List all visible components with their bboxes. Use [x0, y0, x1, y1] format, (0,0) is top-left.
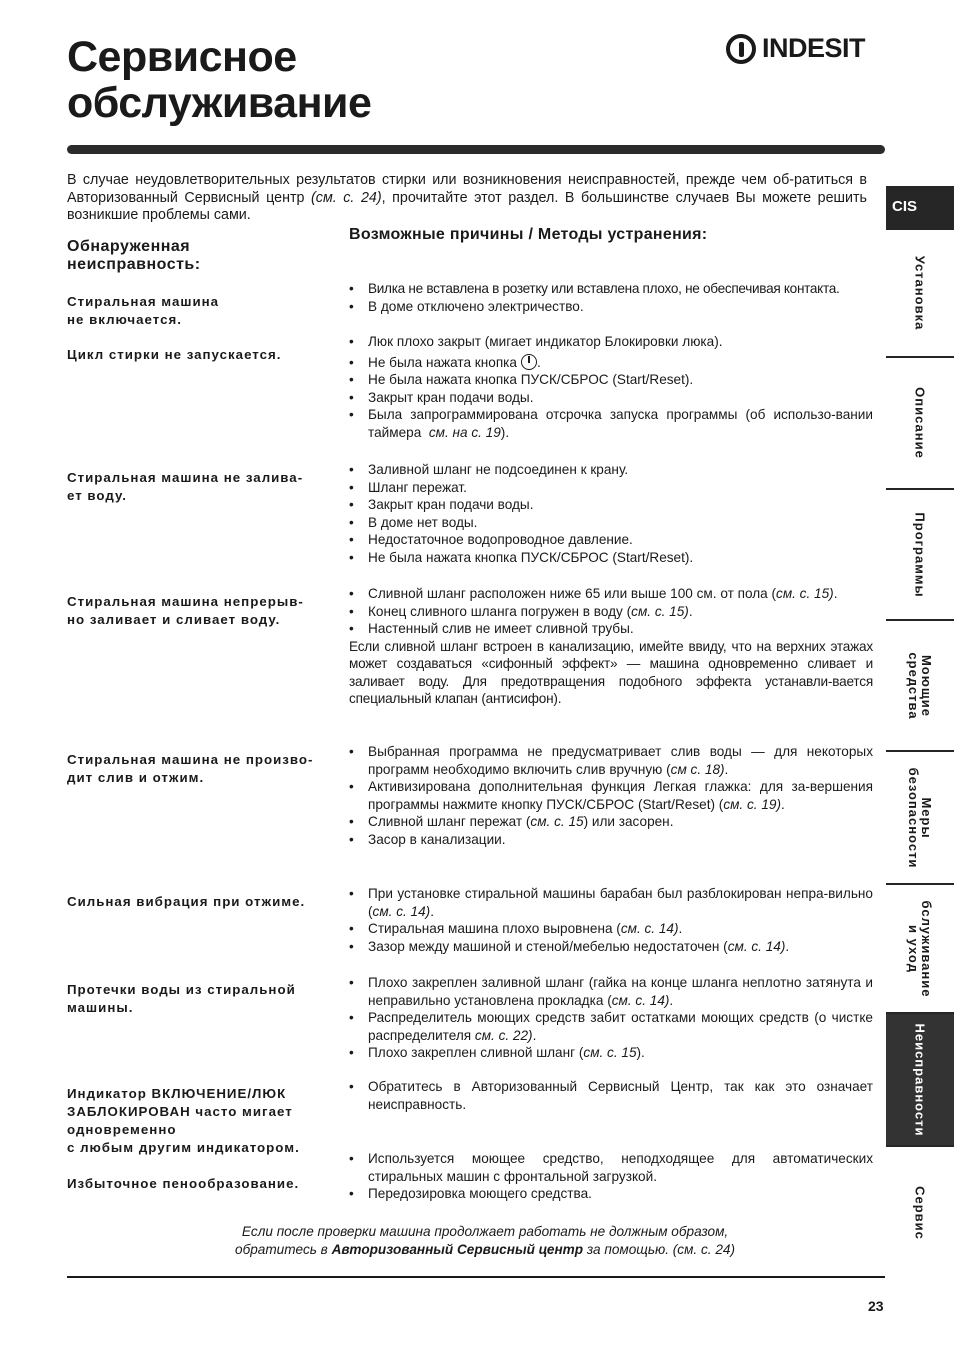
solution-item: • Плохо закреплен сливной шланг (см. с. 15). — [349, 1044, 873, 1062]
problem-item: Стиральная машина непрерыв- но заливает и сливает воду. — [67, 594, 304, 627]
solution-item: • Плохо закреплен заливной шланг (гайка на конце шланга неплотно затянута и неправильно установлена прокладка (см. с. 14). — [349, 974, 873, 1009]
solution-item: • Засор в канализации. — [349, 831, 873, 849]
problem-item: Стиральная машина не включается. — [67, 294, 220, 327]
solution-item: • Используется моющее средство, неподходящее для автоматических стиральных машин с фронтальной загрузкой. — [349, 1150, 873, 1185]
solution-item: • Вилка не вставлена в розетку или вставлена плохо, не обеспечивая контакта. — [349, 280, 873, 298]
solution-item: • В доме нет воды. — [349, 514, 873, 532]
solution-block — [349, 1078, 873, 1113]
indesit-logo — [726, 33, 865, 64]
solution-item: • Была запрограммирована отсрочка запуска программы (об использо-вании таймера см. на с. 19). — [349, 406, 873, 441]
solution-item: • Шланг пережат. — [349, 479, 873, 497]
problem-item: Сильная вибрация при отжиме. — [67, 894, 306, 909]
solution-item: • Зазор между машиной и стеной/мебелью недостаточен (см. с. 14). — [349, 938, 873, 956]
solution-item: • Люк плохо закрыт (мигает индикатор Блокировки люка). — [349, 333, 873, 351]
header-divider — [67, 145, 885, 154]
solution-item: • Не была нажата кнопка . — [349, 354, 873, 372]
solution-item: • Заливной шланг не подсоединен к крану. — [349, 461, 873, 479]
tab-maintenance[interactable]: бслуживание и уход — [886, 885, 954, 1012]
solution-block — [349, 743, 873, 848]
problem-item: Протечки воды из стиральной машины. — [67, 982, 296, 1015]
closing-note: Если после проверки машина продолжает работать не должным образом, обратитесь в Авторизованный Сервисный центр за помощью. (см. с. 24) — [235, 1224, 735, 1257]
solution-item: • Передозировка моющего средства. — [349, 1185, 873, 1203]
solution-column-heading: Возможные причины / Методы устранения: — [349, 226, 708, 243]
solution-item: • Не была нажата кнопка ПУСК/СБРОС (Start/Reset). — [349, 371, 873, 389]
solution-item: • Закрыт кран подачи воды. — [349, 389, 873, 407]
solution-block — [349, 974, 873, 1062]
solution-note: Если сливной шланг встроен в канализацию, имейте ввиду, что на верхних этажах может создаваться «сифонный эффект» — машина одновременно сливает и заливает воду. Для предотвращения подобного эффекта устанавли-вается специальный клапан (антисифон). — [349, 638, 873, 706]
tab-cis[interactable]: CIS — [886, 186, 954, 228]
page-number: 23 — [868, 1298, 884, 1314]
solution-block — [349, 280, 873, 315]
solution-item: • Конец сливного шланга погружен в воду (см. с. 15). — [349, 603, 873, 621]
solution-item: • Сливной шланг расположен ниже 65 или выше 100 см. от пола (см. с. 15). — [349, 585, 873, 603]
solution-item: • Активизирована дополнительная функция Легкая глажка: для за-вершения программы нажмите кнопку ПУСК/СБРОС (Start/Reset) (см. с. 19). — [349, 778, 873, 813]
solution-block — [349, 333, 873, 441]
problem-item: Индикатор ВКЛЮЧЕНИЕ/ЛЮК ЗАБЛОКИРОВАН часто мигает одновременно с любым другим индикатором. — [67, 1086, 300, 1155]
problem-item: Избыточное пенообразование. — [67, 1176, 300, 1191]
solution-item: • Закрыт кран подачи воды. — [349, 496, 873, 514]
solution-block — [349, 1150, 873, 1203]
problem-item: Стиральная машина не залива- ет воду. — [67, 470, 304, 503]
solution-item: • Выбранная программа не предусматривает слив воды — для некоторых программ необходимо включить слив вручную (см с. 18). — [349, 743, 873, 778]
tab-installation[interactable]: Установка — [886, 230, 954, 356]
problem-column-heading: Обнаруженная неисправность: — [67, 238, 201, 273]
solution-block — [349, 885, 873, 955]
solution-item: • Сливной шланг пережат (см. с. 15) или засорен. — [349, 813, 873, 831]
brand-name: INDESIT — [762, 33, 866, 63]
solution-item: • При установке стиральной машины барабан был разблокирован непра-вильно (см. с. 14). — [349, 885, 873, 920]
tab-service[interactable]: Сервис — [886, 1147, 954, 1278]
tab-programs[interactable]: Программы — [886, 490, 954, 619]
solution-block — [349, 461, 873, 566]
tab-detergents[interactable]: Моющие средства — [886, 621, 954, 750]
intro-text: В случае неудовлетворительных результатов стирки или возникновения неисправностей, прежде чем об-ратиться в Авторизованный Сервисный центр (см. с. 24), прочитайте этот раздел. В большинстве случаев Вы можете решить возникшие проблемы сами. — [67, 172, 867, 223]
solution-item: • Обратитесь в Авторизованный Сервисный Центр, так как это означает неисправность. — [349, 1078, 873, 1113]
footer-divider — [67, 1276, 885, 1278]
power-logo-icon — [726, 34, 756, 64]
solution-item: • Стиральная машина плохо выровнена (см. с. 14). — [349, 920, 873, 938]
tab-troubleshooting[interactable]: Неисправности — [886, 1014, 954, 1145]
solution-item: • Распределитель моющих средств забит остатками моющих средств (о чистке распределителя см. с. 22). — [349, 1009, 873, 1044]
solution-block — [349, 585, 873, 708]
problem-item: Стиральная машина не произво- дит слив и отжим. — [67, 752, 314, 785]
problem-item: Цикл стирки не запускается. — [67, 347, 282, 362]
page-title: Сервисное обслуживание — [67, 33, 372, 127]
solution-item: • Не была нажата кнопка ПУСК/СБРОС (Start/Reset). — [349, 549, 873, 567]
solution-item: • В доме отключено электричество. — [349, 298, 873, 316]
solution-item: • Недостаточное водопроводное давление. — [349, 531, 873, 549]
solution-item: • Настенный слив не имеет сливной трубы. — [349, 620, 873, 638]
power-button-icon — [521, 354, 537, 370]
tab-safety[interactable]: Меры безопасности — [886, 752, 954, 883]
tab-description[interactable]: Описание — [886, 358, 954, 488]
